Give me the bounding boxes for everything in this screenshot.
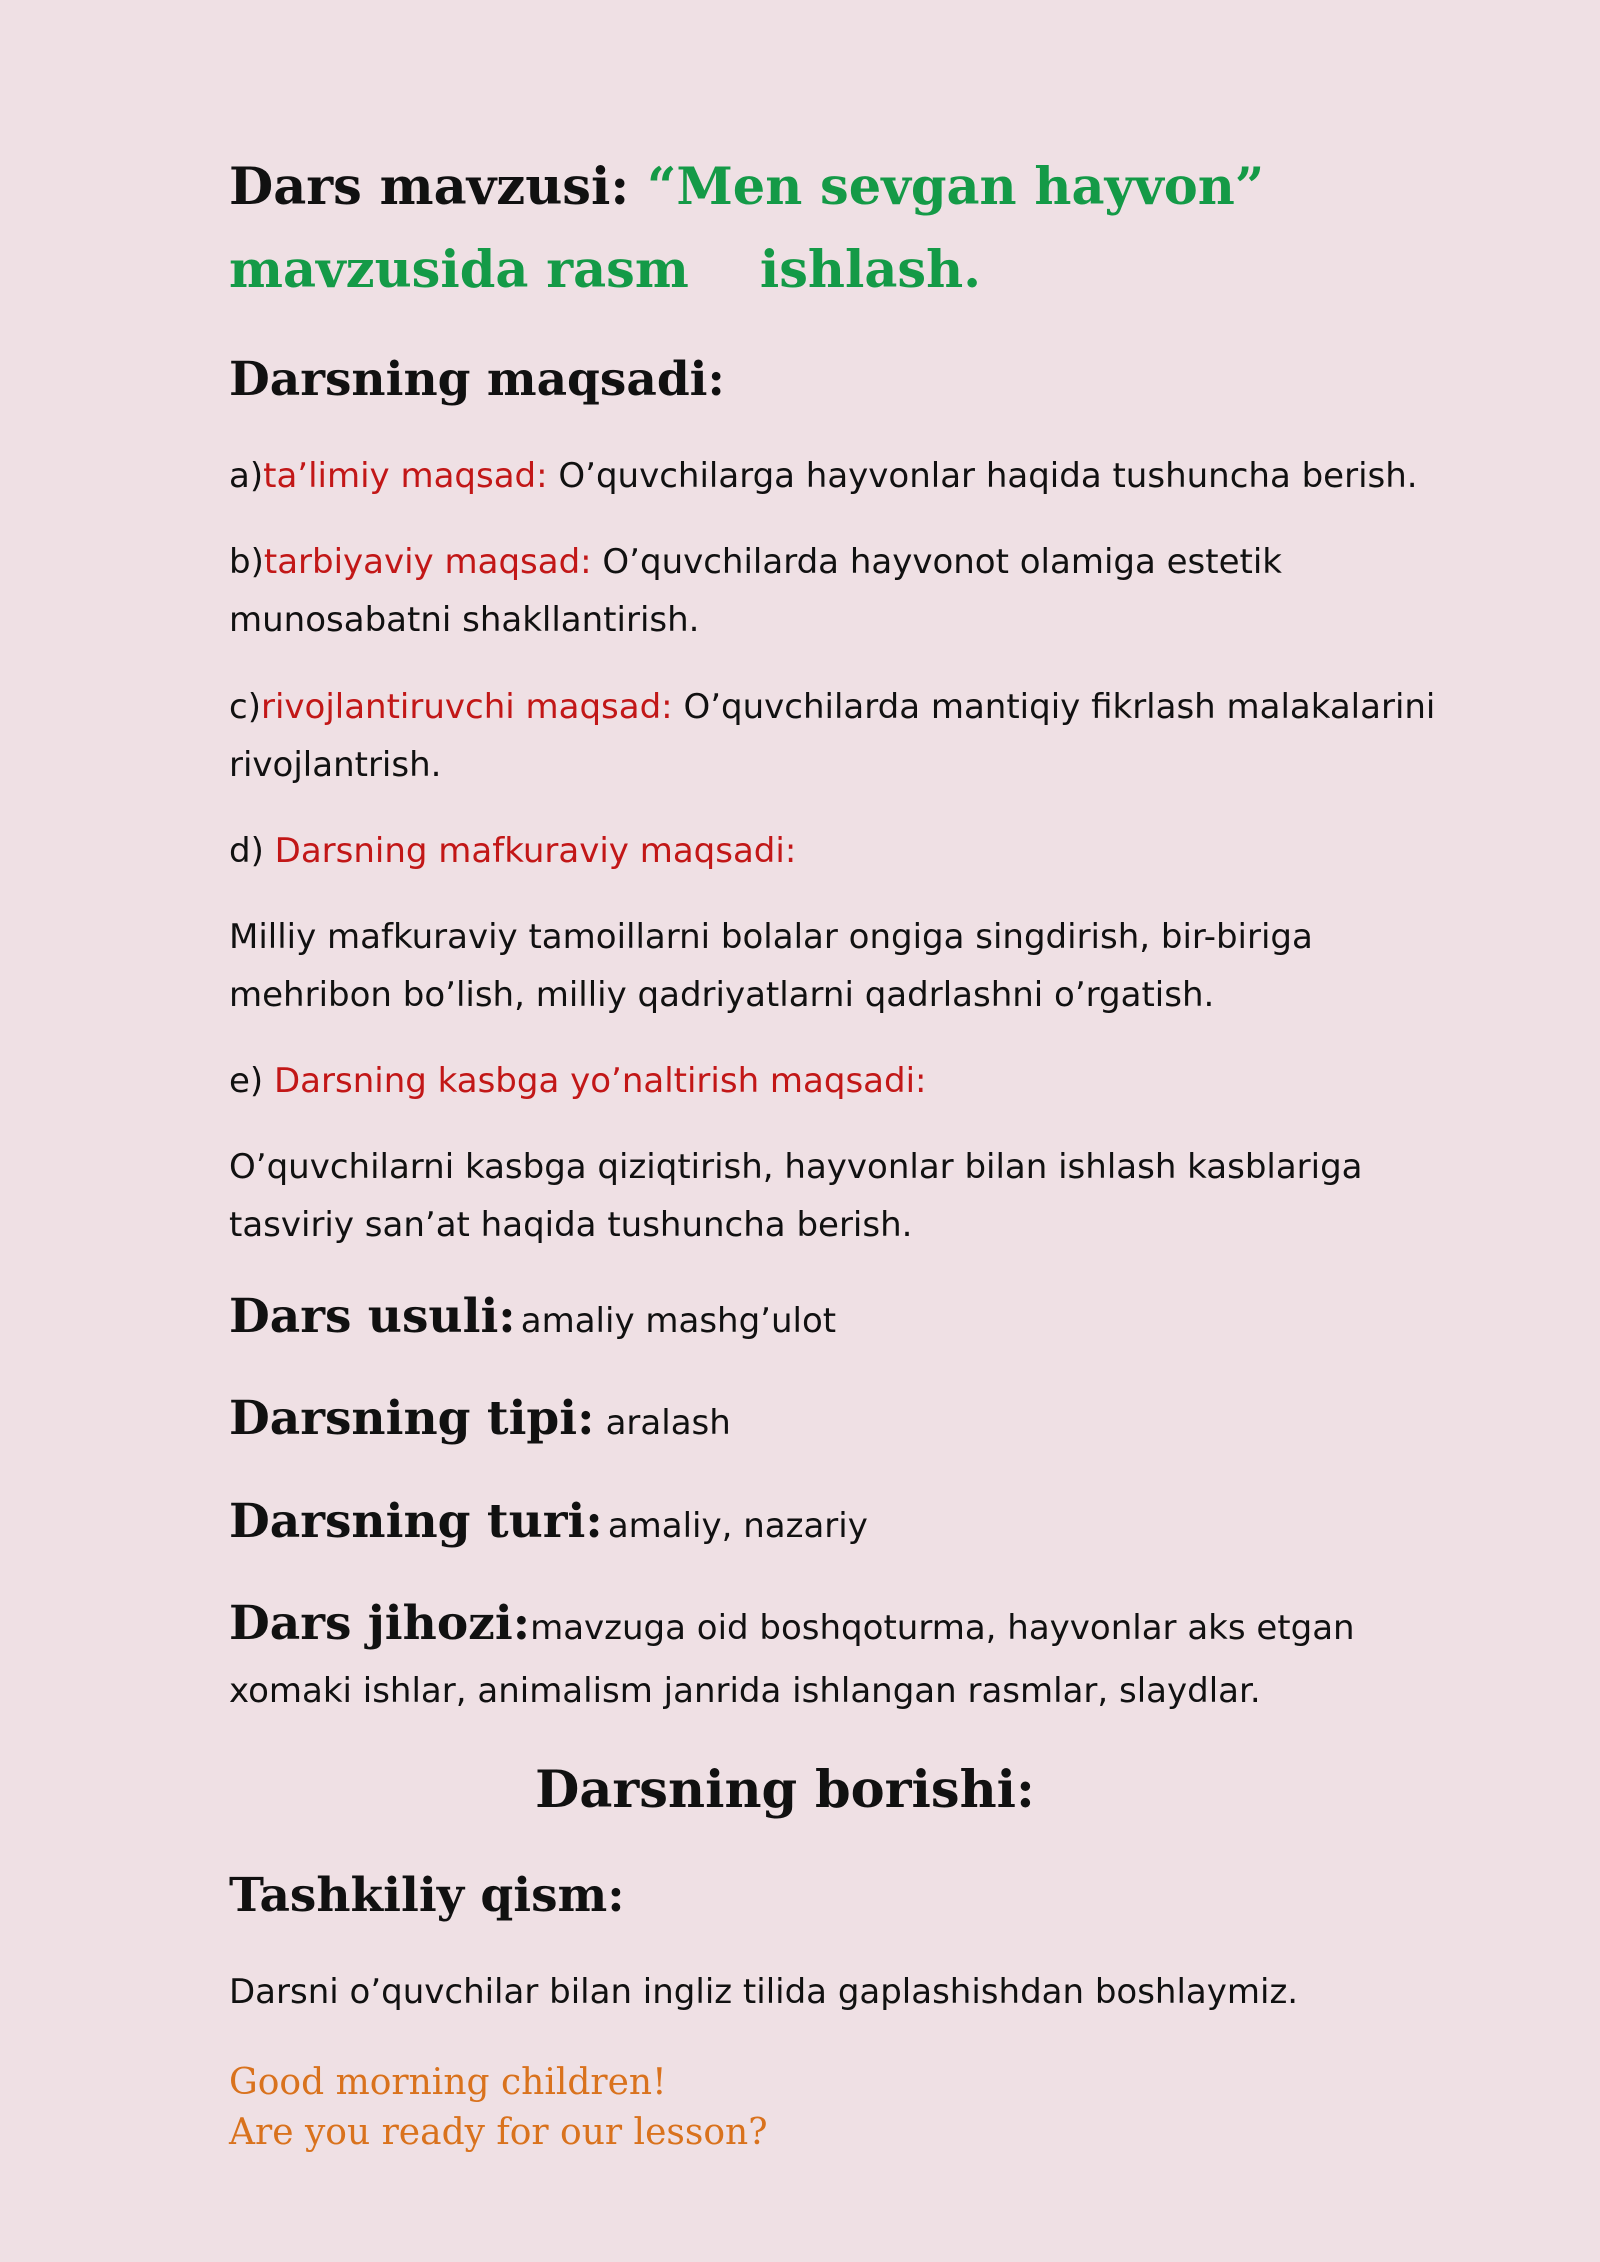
field-equipment	[229, 1596, 1355, 1651]
organizational-part-text: Darsni o’quvchilar bilan ingliz tilida gaplashishdan boshlaymiz.	[229, 1972, 1299, 2012]
goal-d-line-2: mehribon bo’lish, milliy qadriyatlarni qadrlashni o’rgatish.	[229, 975, 1215, 1015]
field-kind-label: Darsning turi:	[229, 1494, 603, 1549]
goal-b-prefix: b)	[229, 542, 264, 582]
field-equipment-value: mavzuga oid boshqoturma, hayvonlar aks etgan	[530, 1608, 1355, 1648]
field-kind-value: amaliy, nazariy	[607, 1506, 868, 1546]
organizational-part-heading: Tashkiliy qism:	[229, 1868, 625, 1923]
field-method-value: amaliy mashg’ulot	[520, 1301, 837, 1341]
goal-b-text-cont: munosabatni shakllantirish.	[229, 600, 700, 640]
field-type	[229, 1391, 731, 1446]
goal-a-label: ta’limiy maqsad:	[263, 456, 548, 496]
goal-c	[229, 678, 1435, 736]
goal-b-text: O’quvchilarda hayvonot olamiga estetik	[602, 542, 1282, 582]
goal-b-label: tarbiyaviy maqsad:	[263, 542, 592, 582]
greeting-line-1: Good morning children!	[229, 2062, 667, 2103]
goal-a	[229, 447, 1418, 505]
topic-name: “Men sevgan hayvon”	[646, 157, 1265, 217]
progress-heading: Darsning borishi:	[535, 1760, 1035, 1820]
field-type-value: aralash	[605, 1403, 731, 1443]
field-method-label: Dars usuli:	[229, 1289, 516, 1344]
field-equipment-label: Dars jihozi:	[229, 1596, 531, 1651]
field-equipment-value-cont: xomaki ishlar, animalism janrida ishlangan rasmlar, slaydlar.	[229, 1671, 1261, 1711]
goal-c-prefix: c)	[229, 687, 261, 727]
goal-d	[229, 822, 796, 880]
topic-label: Dars mavzusi:	[229, 157, 630, 217]
goal-c-text: O’quvchilarda mantiqiy fikrlash malakalarini	[672, 687, 1436, 727]
field-type-label: Darsning tipi:	[229, 1391, 595, 1446]
goal-e-line-2: tasviriy san’at haqida tushuncha berish.	[229, 1205, 913, 1245]
greeting-line-2: Are you ready for our lesson?	[229, 2112, 768, 2153]
lesson-topic-line-1	[229, 157, 1264, 217]
goal-e-line-1: O’quvchilarni kasbga qiziqtirish, hayvonlar bilan ishlash kasblariga	[229, 1147, 1363, 1187]
goal-c-label: rivojlantiruvchi maqsad:	[260, 687, 673, 727]
goal-d-prefix: d)	[229, 831, 275, 871]
field-method	[229, 1289, 836, 1344]
goal-a-text: O’quvchilarga hayvonlar haqida tushuncha berish.	[547, 456, 1418, 496]
goal-d-line-1: Milliy mafkuraviy tamoillarni bolalar ongiga singdirish, bir-biriga	[229, 917, 1313, 957]
field-kind	[229, 1494, 868, 1549]
goal-b	[229, 533, 1282, 591]
goal-e-prefix: e)	[229, 1061, 274, 1101]
goal-e	[229, 1052, 927, 1110]
goal-d-label: Darsning mafkuraviy maqsadi:	[274, 831, 797, 871]
goal-c-text-cont: rivojlantrish.	[229, 745, 442, 785]
goals-heading: Darsning maqsadi:	[229, 352, 725, 407]
goal-e-label: Darsning kasbga yo’naltirish maqsadi:	[274, 1061, 927, 1101]
goal-a-prefix: a)	[229, 456, 264, 496]
lesson-topic-line-2: mavzusida rasm ishlash.	[229, 240, 981, 300]
